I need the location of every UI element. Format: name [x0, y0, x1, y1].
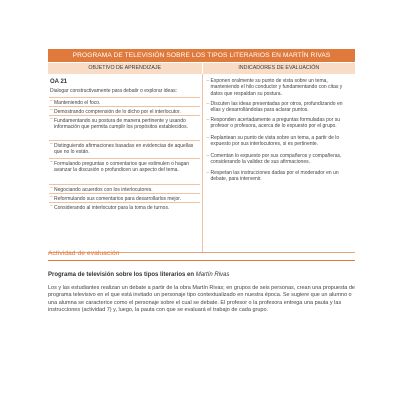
- table-title: PROGRAMA DE TELEVISIÓN SOBRE LOS TIPOS LITERARIOS EN MARTÍN RIVAS: [48, 49, 355, 62]
- list-item: – Distinguiendo afirmaciones basadas en evidencias de aquellas que no lo están.: [49, 140, 200, 156]
- table-header-row: [48, 62, 355, 74]
- column-header-objective: OBJETIVO DE APRENDIZAJE: [48, 63, 203, 74]
- list-item: – Discuten las ideas presentadas por otros, profundizando en ellas y desarrollándolas para aclarar puntos.: [206, 101, 353, 114]
- evaluation-table: [48, 49, 355, 253]
- list-item: – Responden acertadamente a preguntas formuladas por su profesor o profesora, acerca de lo expuesto por el grupo.: [206, 117, 353, 130]
- activity-heading: Actividad de evaluación: [48, 250, 120, 257]
- objective-code: OA 21: [50, 79, 68, 85]
- list-item: – Manteniendo el foco.: [49, 97, 200, 106]
- list-item: – Demostrando comprensión de lo dicho por el interlocutor.: [49, 106, 200, 115]
- activity-subtitle: Programa de televisión sobre los tipos literarios en Martín Rivas: [48, 272, 230, 278]
- list-item: – Replantean su punto de vista sobre un tema, a partir de lo expuesto por sus interlocutores, si es pertinente.: [206, 135, 353, 148]
- list-item: – Negociando acuerdos con los interlocutores.: [49, 184, 200, 193]
- activity-divider: [48, 260, 355, 261]
- list-item: – Comentan lo expuesto por sus compañeros y compañeras, considerando la validez de sus afirmaciones.: [206, 153, 353, 166]
- objective-text: Dialogar constructivamente para debatir o explorar ideas:: [50, 88, 178, 94]
- list-item: – Considerando al interlocutor para la toma de turnos.: [49, 202, 200, 211]
- table-body: [48, 74, 355, 252]
- indicators-column: [203, 74, 356, 252]
- list-item: – Exponen oralmente su punto de vista sobre un tema, manteniendo el hilo conductor y fundamentando con citas y datos que respaldan su postura.: [206, 78, 353, 97]
- list-item: – Fundamentando su postura de manera pertinente y usando información que permita cumplir los propósitos establecidos.: [49, 115, 200, 131]
- list-item: – Formulando preguntas o comentarios que estimulen o hagan avanzar la discusión o profundicen un aspecto del tema.: [49, 158, 200, 174]
- column-header-indicators: INDICADORES DE EVALUACIÓN: [238, 65, 320, 71]
- activity-paragraph: Los y las estudiantes realizan un debate a partir de la obra Martín Rivas; en grupos de seis personas, crean una propuesta de programa televisivo en el que está invitado un personaje tipo contextualizado en nuestra época. Se sugiere que un alumno o una alumna se caracterice como el personaje sobre el cual se debate. El profesor o la profesora entrega una pauta y las instrucciones (actividad 7) y, luego, la pauta con que se evaluará el trabajo de cada grupo.: [48, 285, 355, 314]
- list-item: – Respetan las instrucciones dadas por el moderador en un debate, para intervenir.: [206, 170, 353, 183]
- list-item: – Reformulando sus comentarios para desarrollarlos mejor.: [49, 193, 200, 202]
- objective-column: [48, 74, 203, 252]
